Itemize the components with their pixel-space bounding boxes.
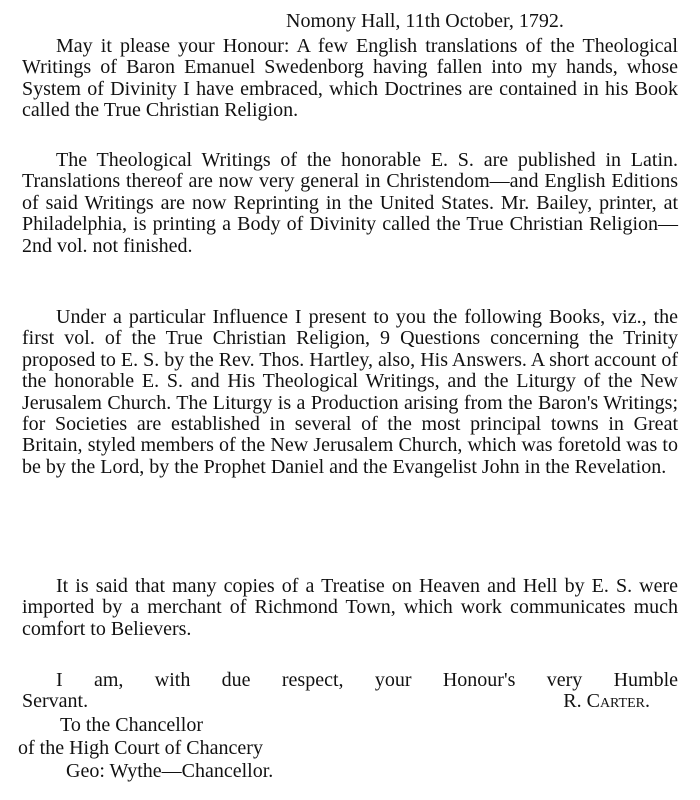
dateline: Nomony Hall, 11th October, 1792. bbox=[286, 10, 564, 32]
closing-servant: Servant. bbox=[22, 690, 89, 713]
paragraph-salutation: May it please your Honour: A few English translations of the Theological Writings of Baron Emanuel Swedenborg having fallen into my hands, whose System of Divinity I have embraced, which Doctrines are contained in his Book called the True Christian Religion. bbox=[22, 35, 678, 122]
paragraph-treatise: It is said that many copies of a Treatise on Heaven and Hell by E. S. were imported by a merchant of Richmond Town, which work communicates much comfort to Believers. bbox=[22, 575, 678, 640]
closing-servant-line bbox=[22, 691, 678, 712]
paragraph-latin-writings: The Theological Writings of the honorable E. S. are published in Latin. Translations thereof are now very general in Christendom—and English Editions of said Writings are now Reprinting in the United States. Mr. Bailey, printer, at Philadelphia, is printing a Body of Divinity called the True Christian Religion—2nd vol. not finished. bbox=[22, 149, 678, 257]
closing-block bbox=[22, 670, 678, 713]
address-line-recipient: To the Chancellor bbox=[60, 714, 203, 736]
paragraph-books-presented: Under a particular Influence I present to you the following Books, viz., the first vol. of the True Christian Religion, 9 Questions concerning the Trinity proposed to E. S. by the Rev. Thos. Hartley, also, His Answers. A short account of the honorable E. S. and His Theological Writings, and the Liturgy of the New Jerusalem Church. The Liturgy is a Production arising from the Baron's Writings; for Societies are established in several of the most principal towns in Great Britain, styled members of the New Jerusalem Church, which was foretold was to be by the Lord, by the Prophet Daniel and the Evangelist John in the Revelation. bbox=[22, 306, 678, 478]
address-line-chancellor: Geo: Wythe—Chancellor. bbox=[66, 760, 274, 782]
address-line-court: of the High Court of Chancery bbox=[18, 737, 263, 759]
closing-line: I am, with due respect, your Honour's very Humble bbox=[56, 669, 678, 691]
signature: R. Carter. bbox=[563, 690, 650, 713]
